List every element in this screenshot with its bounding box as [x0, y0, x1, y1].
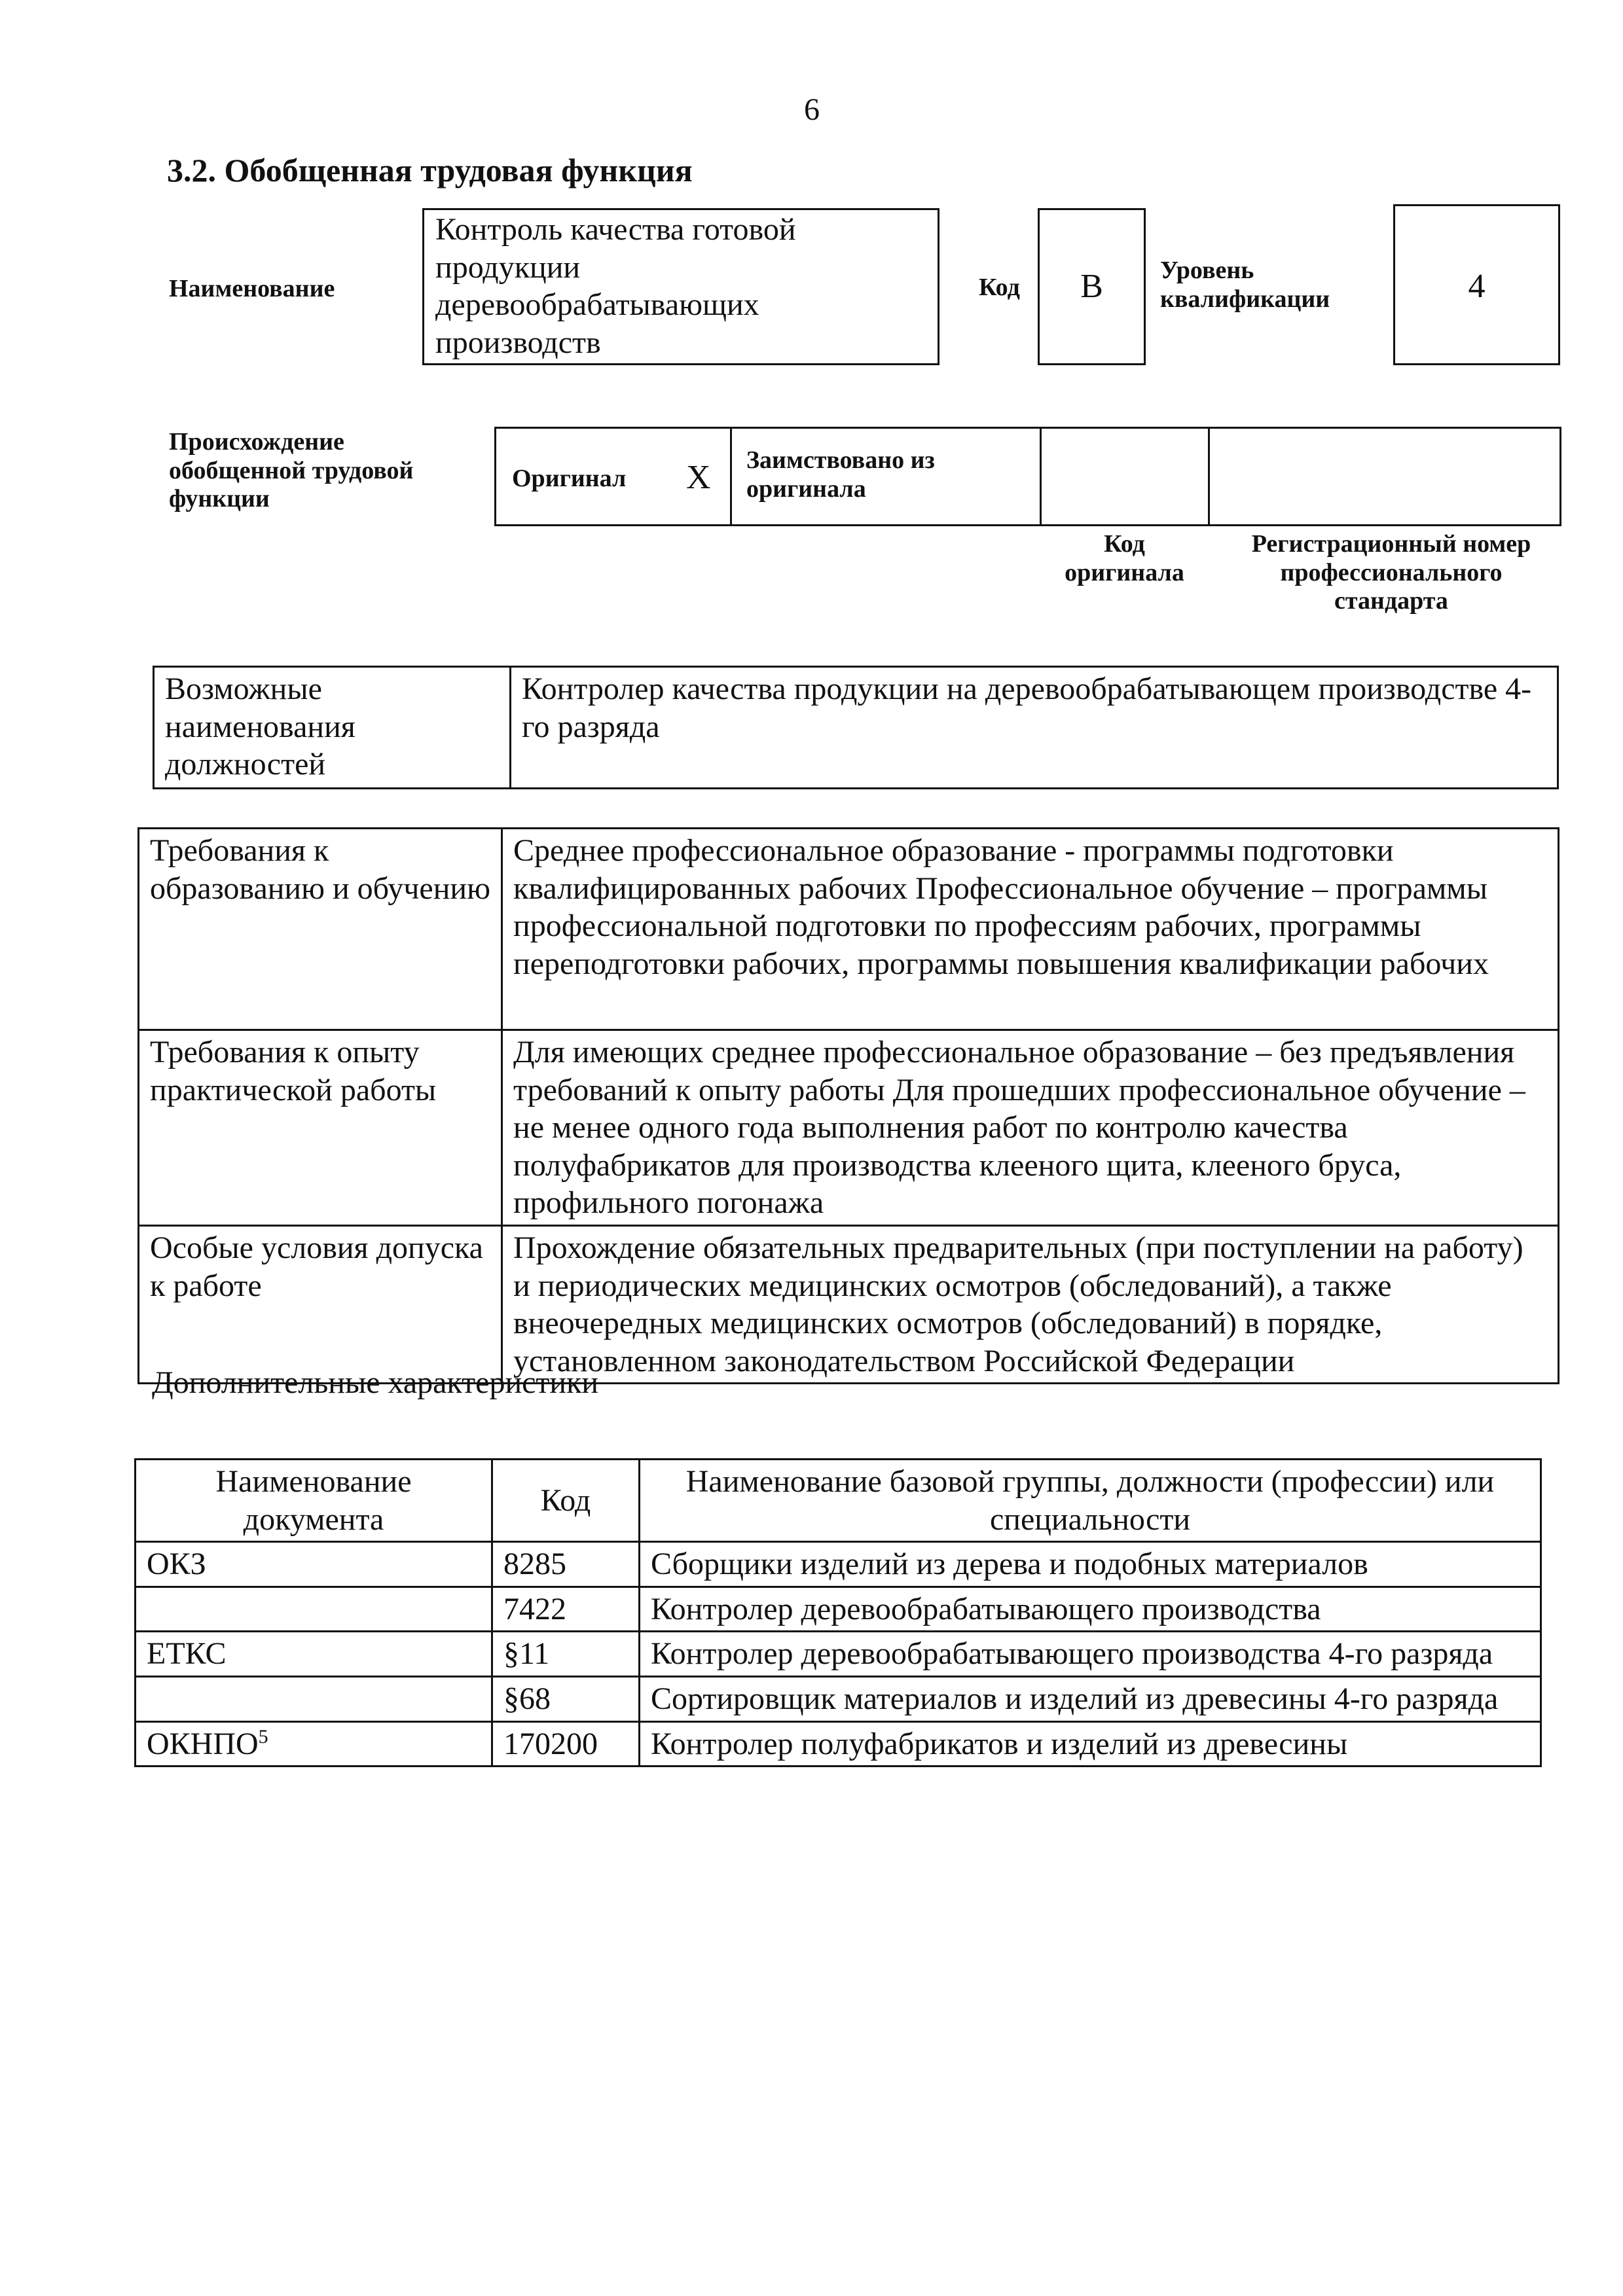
table-row: [136, 1632, 1541, 1677]
table-row: [136, 1587, 1541, 1632]
positions-label: Возможные наименования должностей: [154, 667, 511, 789]
origin-divider-3: [1208, 427, 1210, 526]
page-number: 6: [804, 92, 820, 127]
code-label: Код: [979, 274, 1020, 301]
req-admission-value: Прохождение обязательных предварительных (при поступлении на работу) и периодических медицинских осмотров (обследований), а также внеочередных медицинских осмотров (обследований) в порядке, установленном законодательством Российской Федерации: [502, 1225, 1559, 1383]
header-name: Наименование базовой группы, должности (профессии) или специальности: [640, 1460, 1541, 1542]
header-code: Код: [492, 1460, 640, 1542]
req-experience-value: Для имеющих среднее профессиональное образование – без предъявления требований к опыту работы Для прошедших профессиональное обучение – не менее одного года выполнения работ по контролю качества полуфабрикатов для производства клееного щита, клееного бруса, профильного погонажа: [502, 1030, 1559, 1226]
additional-table: [134, 1458, 1542, 1767]
row-doc: [136, 1721, 492, 1767]
row-name: Сборщики изделий из дерева и подобных материалов: [640, 1542, 1541, 1587]
req-admission-label: Особые условия допуска к работе: [139, 1225, 502, 1383]
additional-header-row: [136, 1460, 1541, 1542]
footnote-marker: 5: [258, 1725, 268, 1748]
row-code: 170200: [492, 1721, 640, 1767]
additional-title: Дополнительные характеристики: [152, 1365, 599, 1400]
requirements-table: [137, 827, 1559, 1384]
row-doc: ОКЗ: [136, 1542, 492, 1587]
row-name: Контролер деревообрабатывающего производства 4-го разряда: [640, 1632, 1541, 1677]
table-row: [136, 1721, 1541, 1767]
name-label: Наименование: [169, 275, 335, 302]
row-doc: ЕТКС: [136, 1632, 492, 1677]
table-row: [136, 1676, 1541, 1721]
row-name: Контролер деревообрабатывающего производства: [640, 1587, 1541, 1632]
origin-label: Происхождение обобщенной трудовой функции: [169, 428, 414, 513]
name-value: Контроль качества готовой продукции деревообрабатывающих производств: [435, 212, 796, 360]
row-doc-text: ОКНПО: [147, 1726, 259, 1761]
table-row: [136, 1542, 1541, 1587]
code-original-caption: Код оригинала: [1065, 530, 1184, 586]
borrowed-label: Заимствовано из оригинала: [746, 446, 935, 503]
level-value: 4: [1468, 268, 1486, 305]
req-education-value: Среднее профессиональное образование - программы подготовки квалифицированных рабочих Профессиональное обучение – программы профессиональной подготовки по профессиям рабочих, программы переподготовки рабочих, программы повышения квалификации рабочих: [502, 829, 1559, 1030]
row-code: 8285: [492, 1542, 640, 1587]
req-education-label: Требования к образованию и обучению: [139, 829, 502, 1030]
origin-divider-2: [1040, 427, 1042, 526]
positions-value: Контролер качества продукции на деревообрабатывающем производстве 4-го разряда: [511, 667, 1558, 789]
section-title: 3.2. Обобщенная трудовая функция: [167, 152, 693, 188]
header-doc: Наименование документа: [136, 1460, 492, 1542]
code-value: B: [1080, 268, 1103, 305]
row-doc: [136, 1676, 492, 1721]
origin-box: [494, 427, 1561, 526]
row-code: §68: [492, 1676, 640, 1721]
row-name: Сортировщик материалов и изделий из древесины 4-го разряда: [640, 1676, 1541, 1721]
row-code: 7422: [492, 1587, 640, 1632]
origin-divider-1: [730, 427, 732, 526]
original-label: Оригинал: [512, 465, 627, 492]
original-mark: X: [686, 459, 711, 496]
req-experience-label: Требования к опыту практической работы: [139, 1030, 502, 1226]
reg-number-caption: Регистрационный номер профессионального стандарта: [1251, 530, 1531, 615]
row-code: §11: [492, 1632, 640, 1677]
level-label: Уровень квалификации: [1160, 257, 1330, 313]
positions-table: [153, 666, 1559, 789]
row-name: Контролер полуфабрикатов и изделий из древесины: [640, 1721, 1541, 1767]
row-doc: [136, 1587, 492, 1632]
